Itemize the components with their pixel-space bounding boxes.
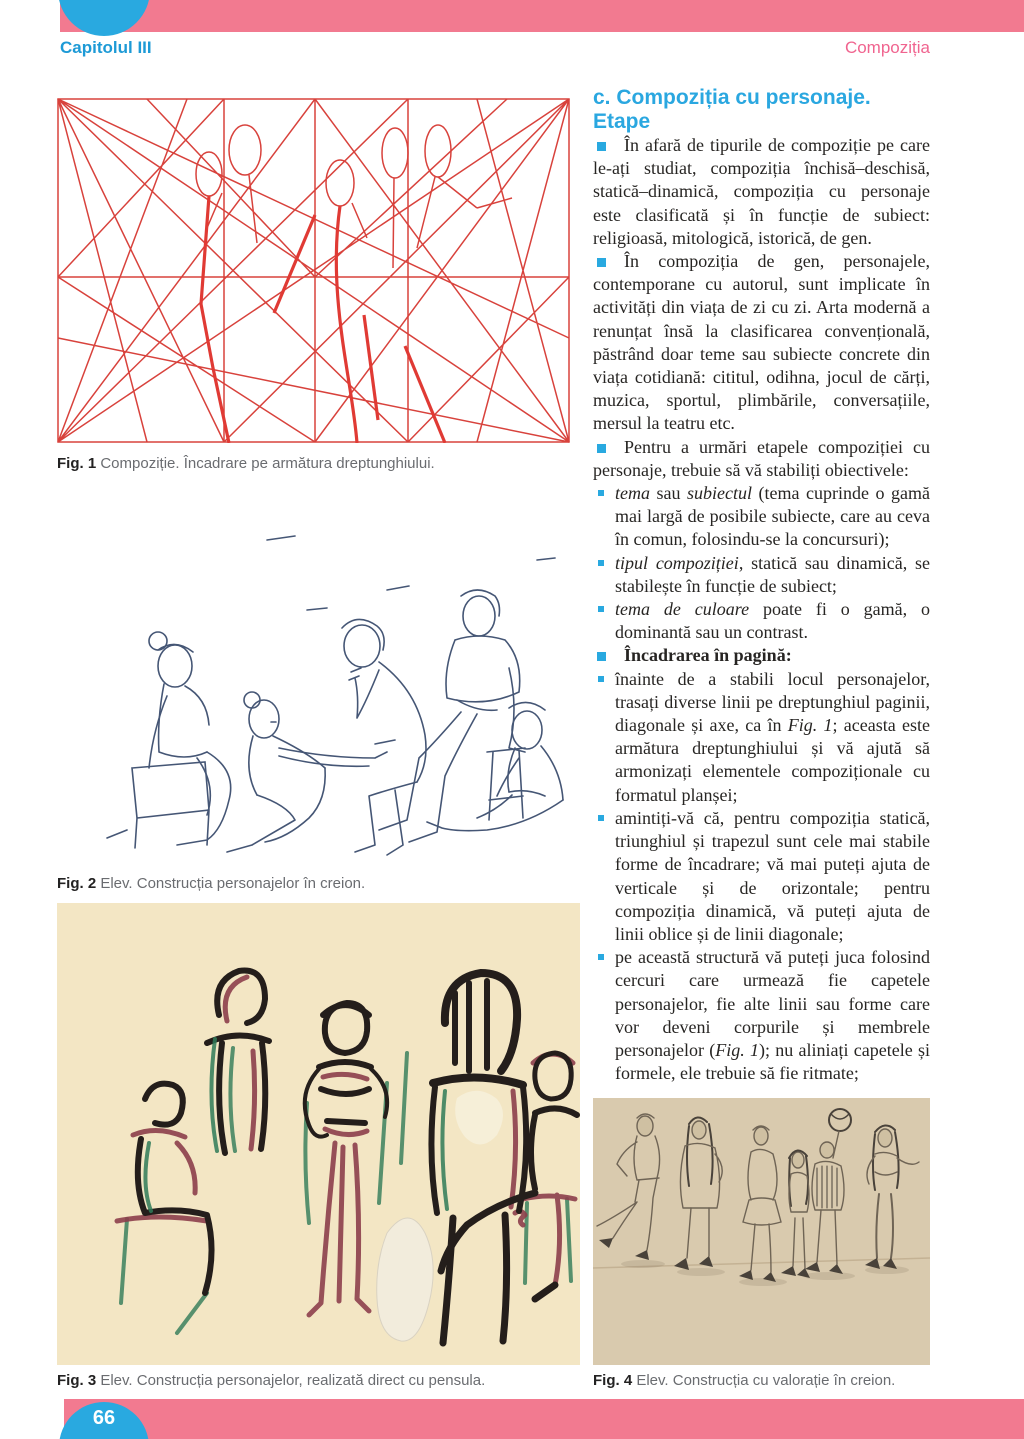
fig4-caption-text: Elev. Construcția cu valorație în creion. xyxy=(636,1372,896,1389)
fig2-caption-text: Elev. Construcția personajelor în creion. xyxy=(100,875,366,892)
fig3-caption-text: Elev. Construcția personajelor, realizată direct cu pensula. xyxy=(100,1372,486,1389)
bullet-marker xyxy=(598,560,604,566)
bullet-item xyxy=(593,946,930,1085)
text-run: poate fi o gamă, o dominantă sau un contrast. xyxy=(615,599,930,643)
bullet-item xyxy=(593,668,930,807)
bullet-marker xyxy=(598,490,604,496)
bullet-item xyxy=(593,807,930,946)
fig1-label: Fig. 1 xyxy=(57,455,97,472)
section-heading: c. Compoziția cu personaje. Etape xyxy=(593,86,871,133)
fig2-caption xyxy=(57,875,580,893)
text-run: În afară de tipurile de compoziție pe care le-ați studiat, compoziția închisă–deschisă, statică–dinamică, compoziția cu personaje este clasificată și în funcție de subiect: religioasă, mitologică, istorică, de gen. xyxy=(593,135,930,248)
text-run: înainte de a stabili locul personajelor, trasați diverse linii pe dreptunghiul paginii, diagonale și axe, ca în xyxy=(615,668,930,736)
fig1-caption xyxy=(57,455,570,473)
top-pink-band xyxy=(60,0,1024,32)
text-run: Încadrarea în pagină: xyxy=(624,645,792,666)
bullet-marker xyxy=(597,652,606,661)
text-run: În compoziția de gen, personajele, contemporane cu autorul, sunt implicate în activități din viața de zi cu zi. Arta modernă a renunțat însă la clasificarea convențională, păstrând doar teme sau subiecte concrete din viața cotidiană: cititul, odihna, jocul de cărți, muzica, sportul, plimbările, conversațiile, mersul la teatru etc. xyxy=(593,251,930,434)
text-run: amintiți-vă că, pentru compoziția statică, triunghiul și trapezul sunt cele mai stabile forme de încadrare; vă mai puteți ajuta de verticale și de orizontale; pentru compoziția dinamică, vă puteți ajuta de linii oblice și de linii diagonale; xyxy=(615,807,930,944)
bullet-marker xyxy=(598,954,604,960)
bullet-item xyxy=(593,482,930,552)
text-run: Pentru a urmări etapele compoziției cu personaje, trebuie să vă stabiliți obiectivele: xyxy=(593,436,930,480)
text-run: sau xyxy=(650,483,688,504)
fig1-armature-drawing xyxy=(57,98,570,443)
paragraph xyxy=(593,250,930,436)
chapter-label: Capitolul III xyxy=(60,38,152,57)
bullet-item xyxy=(593,552,930,598)
page-number: 66 xyxy=(92,1407,116,1429)
bullet-item xyxy=(593,598,930,644)
text-run: Fig. 1 xyxy=(715,1039,759,1060)
fig1-caption-text: Compoziție. Încadrare pe armătura dreptunghiului. xyxy=(100,455,435,472)
section-label: Compoziția xyxy=(844,38,930,57)
fig4-pencil-drawing xyxy=(593,1098,930,1365)
fig3-caption xyxy=(57,1372,580,1390)
text-run: ); nu aliniați capetele și formele, ele trebuie să fie ritmate; xyxy=(615,1039,930,1084)
fig2-sketch-drawing xyxy=(57,500,580,868)
text-run: Fig. 1 xyxy=(787,715,833,736)
bullet-marker xyxy=(597,444,606,453)
fig4-caption xyxy=(593,1372,930,1390)
paragraph xyxy=(593,436,930,482)
text-run: tipul compoziției xyxy=(615,552,739,573)
fig4-label: Fig. 4 xyxy=(593,1372,633,1389)
fig2-label: Fig. 2 xyxy=(57,875,97,892)
text-run: ; aceasta este armătura dreptunghiului și vă ajută să armonizați elementele compoziționale cu formatul planșei; xyxy=(615,715,930,805)
bullet-marker xyxy=(597,258,606,267)
bottom-pink-band xyxy=(64,1399,1024,1439)
paragraph xyxy=(593,644,930,667)
fig3-label: Fig. 3 xyxy=(57,1372,97,1389)
paragraph xyxy=(593,134,930,250)
text-run: (tema cuprinde o gamă mai largă de posibile subiecte, care au ceva în comun, folosindu-se la concursuri); xyxy=(615,483,930,550)
text-run: , statică sau dinamică, se stabilește în funcție de subiect; xyxy=(615,552,930,596)
text-run: pe această structură vă puteți juca folosind cercuri care urmează fie capetele personajelor, fie alte linii sau forme care vor deveni corpurile și membrele personajelor ( xyxy=(615,947,930,1060)
bullet-marker xyxy=(597,142,606,151)
article xyxy=(593,134,930,1085)
text-run: subiectul xyxy=(687,483,753,504)
text-run: tema de culoare xyxy=(615,599,750,620)
fig3-brush-painting xyxy=(57,903,580,1365)
bullet-marker xyxy=(598,606,604,612)
text-run: tema xyxy=(615,483,650,504)
bullet-marker xyxy=(598,676,604,682)
bullet-marker xyxy=(598,815,604,821)
